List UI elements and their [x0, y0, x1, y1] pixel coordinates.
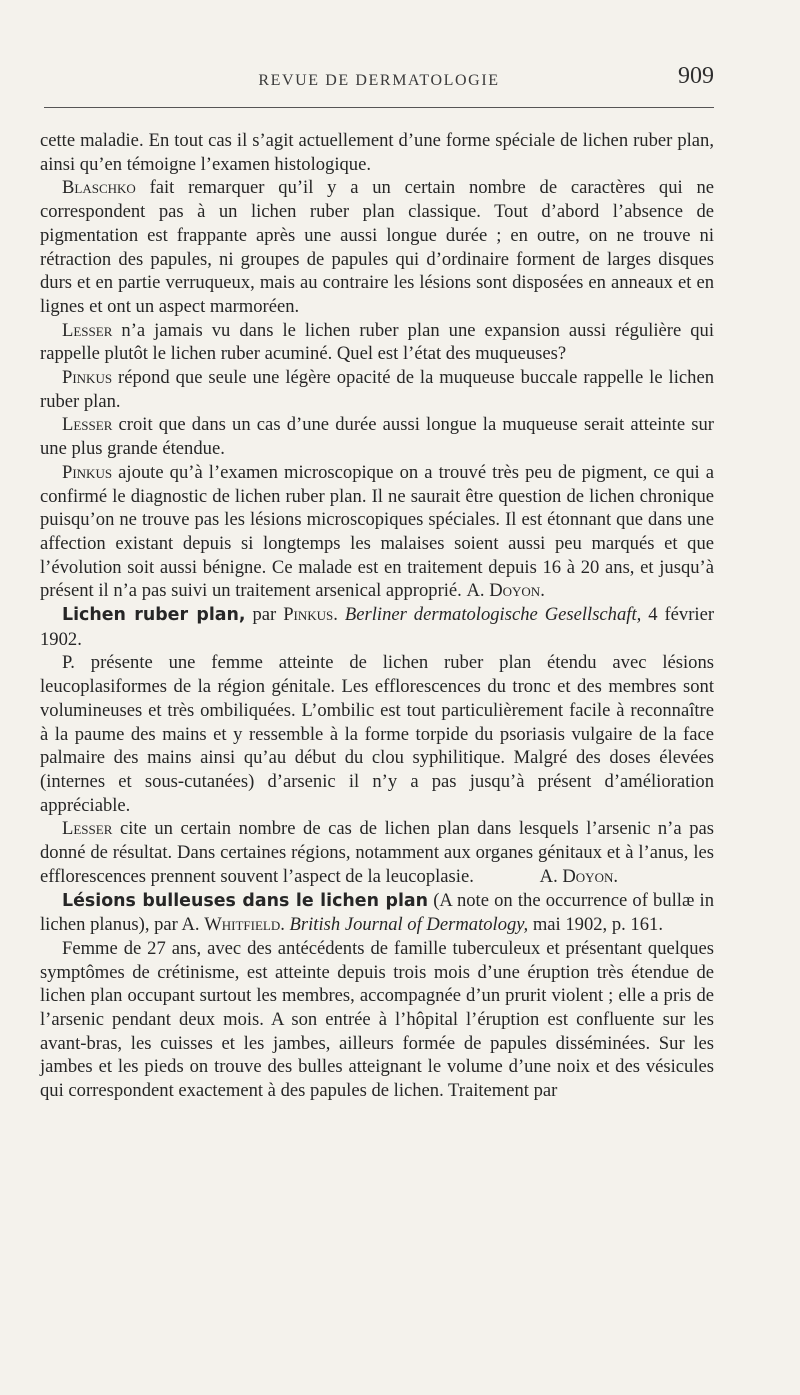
- signature: A. Doyon.: [539, 865, 618, 887]
- author-name: Lesser: [62, 319, 113, 341]
- article-body: [40, 129, 714, 1103]
- page-header: [44, 62, 714, 98]
- paragraph-blaschko: Blaschko fait remarquer qu’il y a un certain nombre de caractères qui ne correspondent pas à un lichen ruber plan classique. Tout d’abord l’absence de pigmentation est frappante après une aussi longue durée ; en outre, on ne trouve ni rétraction des papules, ni groupes de papules qui d’ordinaire forment de larges disques durs et en partie verruqueux, mais au contraire les lésions sont disposées en anneaux et en lignes et ont un aspect marmoréen.: [40, 177, 714, 317]
- author-name: Whitfield: [204, 914, 281, 936]
- author-name: Pinkus: [62, 461, 113, 483]
- header-rule: [44, 107, 714, 108]
- paragraph-pinkus-1: Pinkus répond que seule une légère opacité de la muqueuse buccale rappelle le lichen ruber plan.: [40, 367, 714, 412]
- running-title: REVUE DE DERMATOLOGIE: [258, 72, 500, 89]
- paragraph-lesser-3: Lesser cite un certain nombre de cas de lichen plan dans lesquels l’arsenic n’a pas donné de résultat. Dans certaines régions, notamment aux organes génitaux et à l’anus, les efflorescences prennent souvent l’aspect de la leucoplasie. A. Doyon.: [40, 818, 714, 887]
- article-heading-lesions-bulleuses: Lésions bulleuses dans le lichen plan (A note on the occurrence of bullæ in lichen planus), par A. Whitfield. British Journal of Dermatology, mai 1902, p. 161.: [40, 889, 714, 936]
- article-heading-lichen-ruber-plan: Lichen ruber plan, par Pinkus. Berliner dermatologische Gesellschaft, 4 février 1902.: [40, 604, 715, 650]
- author-name: Pinkus: [283, 604, 334, 626]
- author-name: Lesser: [62, 818, 113, 840]
- paragraph-case-whitfield: Femme de 27 ans, avec des antécédents de famille tuberculeux et présentant quelques symptômes de crétinisme, est atteinte depuis trois mois d’une éruption très étendue de lichen plan occupant surtout les membres, accompagnée d’un prurit violent ; elle a pris de l’arsenic pendant deux mois. A son entrée à l’hôpital l’éruption est confluente sur les avant-bras, les cuisses et les jambes, ailleurs formée de papules disséminées. Sur les jambes et les pieds on trouve des bulles atteignant le volume d’une noix et des vésicules qui correspondent exactement à des papules de lichen. Traitement par: [40, 937, 714, 1102]
- paragraph-pinkus-2: Pinkus ajoute qu’à l’examen microscopique on a trouvé très peu de pigment, ce qui a confirmé le diagnostic de lichen ruber plan. Il ne saurait être question de lichen chronique puisqu’on ne trouve pas les lésions microscopiques spéciales. Il est étonnant que dans une affection existant depuis si longtemps les malaises soient aussi peu marqués et que l’évolution soit aussi bénigne. Ce malade est en traitement depuis 16 à 20 ans, et jusqu’à présent il n’a pas suivi un traitement arsenical approprié. A. Doyon.: [40, 461, 714, 602]
- paragraph-lesser-1: Lesser n’a jamais vu dans le lichen ruber plan une expansion aussi régulière qui rappelle plutôt le lichen ruber acuminé. Quel est l’état des muqueuses?: [40, 319, 714, 365]
- author-name: Lesser: [62, 414, 113, 436]
- signature: A. Doyon.: [466, 580, 545, 602]
- journal-name: British Journal of Dermatology,: [289, 914, 529, 936]
- paragraph-lesser-2: Lesser croit que dans un cas d’une durée aussi longue la muqueuse serait atteinte sur une plus grande étendue.: [40, 414, 714, 460]
- paragraph-case-description: P. présente une femme atteinte de lichen ruber plan étendu avec lésions leucoplasiformes de la région génitale. Les efflorescences du tronc et des membres sont volumineuses et très ombiliquées. L’ombilic est tout particulièrement facile à reconnaître à la paume des mains et y ressemble à la forme torpide du psoriasis vulgaire de la face palmaire des mains ainsi qu’au début du clou syphilitique. Malgré des doses élevées (internes et sous-cutanées) d’arsenic il n’y a pas jusqu’à présent d’amélioration appréciable.: [40, 652, 714, 816]
- article-title: Lésions bulleuses dans le lichen plan: [62, 890, 429, 911]
- author-name: Blaschko: [62, 177, 136, 199]
- article-title: Lichen ruber plan,: [62, 605, 246, 626]
- page-number: 909: [678, 63, 714, 89]
- author-name: Pinkus: [62, 367, 113, 389]
- paragraph-continuation: cette maladie. En tout cas il s’agit actuellement d’une forme spéciale de lichen ruber plan, ainsi qu’en témoigne l’examen histologique.: [40, 130, 714, 175]
- journal-name: Berliner dermatologische Gesellschaft,: [344, 604, 642, 626]
